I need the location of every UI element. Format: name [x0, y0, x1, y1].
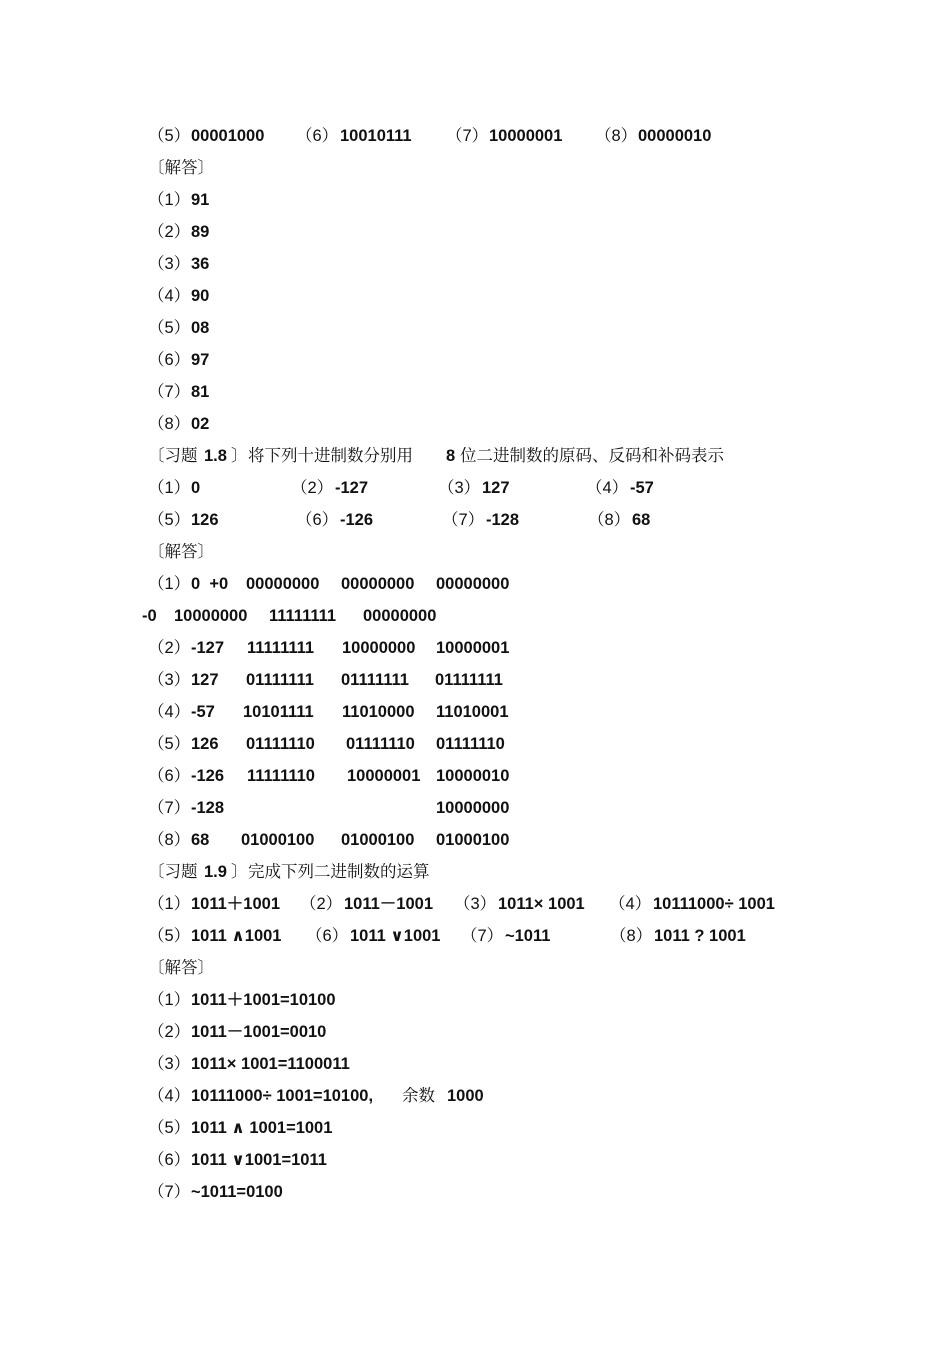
answer-number: （1）: [148, 991, 191, 1009]
item-value: -128: [486, 511, 520, 529]
row-number: （4）: [148, 703, 191, 721]
exercise-bits: 8: [446, 447, 456, 465]
row-number: （1）: [148, 575, 191, 593]
row-original-code: 11111111: [247, 639, 315, 657]
row-ones-complement: 01000100: [341, 831, 415, 849]
exercise-prefix: 〔习题: [148, 447, 198, 465]
item-value: 10000001: [489, 127, 563, 145]
exercise-heading: [148, 859, 430, 885]
item-value: 1011 ∧1001: [191, 927, 282, 945]
answer-value: 1011＋1001=10100: [191, 991, 336, 1009]
answer-line: [148, 379, 210, 405]
exercise-bracket: 〕: [231, 447, 248, 465]
exercise-prefix: 〔习题: [148, 863, 198, 881]
answer-value: 1011× 1001=1100011: [191, 1055, 350, 1073]
table-row: [148, 699, 509, 725]
item-value: ~1011: [505, 927, 551, 945]
item-value: 1011＋1001: [191, 895, 281, 913]
item-number: （2）: [300, 895, 343, 913]
item-number: （1）: [148, 895, 191, 913]
answer-value: 97: [191, 351, 210, 369]
answer-line: [148, 347, 210, 373]
row-number: （8）: [148, 831, 191, 849]
row-original-code: 10000000: [174, 607, 248, 625]
answer-number: （8）: [148, 415, 191, 433]
answer-header: [148, 955, 214, 981]
item-value: 68: [632, 511, 651, 529]
answer-value: 08: [191, 319, 210, 337]
table-row: [148, 667, 503, 693]
item-number: （6）: [296, 127, 339, 145]
row-number: （3）: [148, 671, 191, 689]
table-row: [148, 827, 510, 853]
row-twos-complement: 10000010: [436, 767, 510, 785]
exercise-bracket: 〕: [231, 863, 248, 881]
answer-line: [148, 1083, 484, 1109]
row-twos-complement: 10000000: [436, 799, 510, 817]
answer-number: （1）: [148, 191, 191, 209]
answer-value: 02: [191, 415, 210, 433]
row-twos-complement: 00000000: [363, 607, 437, 625]
table-row: [148, 635, 510, 661]
row-decimal: -127: [191, 639, 225, 657]
exercise-number: 1.9: [204, 863, 227, 881]
item-number: （3）: [454, 895, 497, 913]
item-number: （6）: [306, 927, 349, 945]
table-row: [148, 795, 510, 821]
row-original-code: 01111110: [246, 735, 315, 753]
item-number: （1）: [148, 479, 191, 497]
remainder-value: 1000: [447, 1087, 484, 1105]
row-ones-complement: 10000001: [347, 767, 421, 785]
answer-number: （5）: [148, 319, 191, 337]
row-twos-complement: 01000100: [436, 831, 510, 849]
row-decimal: 127: [191, 671, 219, 689]
answer-header-text: 〔解答〕: [148, 543, 214, 561]
exercise-items-row: [148, 891, 775, 917]
answer-number: （7）: [148, 1183, 191, 1201]
row-ones-complement: 01111111: [341, 671, 409, 689]
answer-number: （5）: [148, 1119, 191, 1137]
item-number: （4）: [586, 479, 629, 497]
table-row: [142, 603, 437, 629]
answer-header-text: 〔解答〕: [148, 959, 214, 977]
answer-header: [148, 155, 214, 181]
item-value: 1011 ? 1001: [654, 927, 746, 945]
exercise-items-row: [148, 475, 654, 501]
item-number: （5）: [148, 511, 191, 529]
row-ones-complement: 11010000: [342, 703, 415, 721]
answer-line: [148, 987, 336, 1013]
answer-line: [148, 411, 210, 437]
answer-line: [148, 1147, 327, 1173]
row-decimal: -57: [191, 703, 215, 721]
answer-number: （3）: [148, 1055, 191, 1073]
item-value: -127: [335, 479, 369, 497]
row-number: （7）: [148, 799, 191, 817]
row-decimal: -126: [191, 767, 225, 785]
row-original-code: 01111111: [246, 671, 314, 689]
answer-line: [148, 187, 210, 213]
row-decimal: -0: [142, 607, 157, 625]
answer-line: [148, 1179, 283, 1205]
item-number: （4）: [609, 895, 652, 913]
item-value: 10010111: [340, 127, 412, 145]
answer-value: 91: [191, 191, 210, 209]
answer-line: [148, 1051, 350, 1077]
exercise-items-row: [148, 123, 712, 149]
exercise-text: 位二进制数的原码、反码和补码表示: [460, 447, 724, 465]
answer-line: [148, 1115, 333, 1141]
row-decimal: 126: [191, 735, 219, 753]
row-decimal: 0 +0: [191, 575, 229, 593]
item-number: （7）: [442, 511, 485, 529]
answer-number: （2）: [148, 1023, 191, 1041]
item-value: -126: [340, 511, 374, 529]
item-value: 126: [191, 511, 219, 529]
item-number: （8）: [595, 127, 638, 145]
answer-value: ~1011=0100: [191, 1183, 283, 1201]
item-number: （2）: [291, 479, 334, 497]
answer-number: （2）: [148, 223, 191, 241]
answer-line: [148, 219, 210, 245]
exercise-number: 1.8: [204, 447, 227, 465]
answer-value: 10111000÷ 1001=10100,: [191, 1087, 374, 1105]
item-value: 00001000: [191, 127, 265, 145]
answer-number: （7）: [148, 383, 191, 401]
row-original-code: 01000100: [241, 831, 315, 849]
remainder-label: 余数: [402, 1087, 435, 1105]
item-number: （6）: [296, 511, 339, 529]
item-value: 127: [482, 479, 510, 497]
table-row: [148, 763, 510, 789]
item-value: 0: [191, 479, 201, 497]
item-number: （5）: [148, 927, 191, 945]
table-row: [148, 571, 510, 597]
answer-value: 1011－1001=0010: [191, 1023, 327, 1041]
row-number: （6）: [148, 767, 191, 785]
exercise-text: 将下列十进制数分别用: [248, 447, 413, 465]
answer-number: （4）: [148, 287, 191, 305]
table-row: [148, 731, 505, 757]
item-number: （8）: [610, 927, 653, 945]
item-number: （7）: [446, 127, 489, 145]
row-number: （5）: [148, 735, 191, 753]
exercise-heading: [148, 443, 724, 469]
item-value: 10111000÷ 1001: [653, 895, 775, 913]
exercise-text: 完成下列二进制数的运算: [248, 863, 430, 881]
answer-line: [148, 315, 210, 341]
row-twos-complement: 01111110: [436, 735, 505, 753]
answer-value: 1011 ∨1001=1011: [191, 1151, 327, 1169]
item-number: （3）: [438, 479, 481, 497]
answer-value: 1011 ∧ 1001=1001: [191, 1119, 333, 1137]
answer-value: 36: [191, 255, 210, 273]
answer-line: [148, 283, 210, 309]
answer-number: （6）: [148, 351, 191, 369]
row-ones-complement: 01111110: [346, 735, 415, 753]
row-decimal: -128: [191, 799, 225, 817]
row-ones-complement: 10000000: [342, 639, 416, 657]
answer-line: [148, 251, 210, 277]
answer-value: 89: [191, 223, 210, 241]
row-original-code: 11111110: [247, 767, 315, 785]
row-twos-complement: 10000001: [436, 639, 510, 657]
item-number: （5）: [148, 127, 191, 145]
exercise-items-row: [148, 923, 746, 949]
answer-header: [148, 539, 214, 565]
row-original-code: 10101111: [243, 703, 314, 721]
row-twos-complement: 01111111: [435, 671, 503, 689]
item-value: 00000010: [638, 127, 712, 145]
answer-value: 90: [191, 287, 210, 305]
row-ones-complement: 11111111: [269, 607, 337, 625]
row-twos-complement: 11010001: [436, 703, 509, 721]
row-ones-complement: 00000000: [341, 575, 415, 593]
item-number: （8）: [588, 511, 631, 529]
answer-number: （3）: [148, 255, 191, 273]
answer-line: [148, 1019, 327, 1045]
row-number: （2）: [148, 639, 191, 657]
row-original-code: 00000000: [246, 575, 320, 593]
item-value: 1011× 1001: [498, 895, 585, 913]
answer-value: 81: [191, 383, 210, 401]
item-value: 1011－1001: [344, 895, 434, 913]
answer-header-text: 〔解答〕: [148, 159, 214, 177]
item-number: （7）: [461, 927, 504, 945]
row-twos-complement: 00000000: [436, 575, 510, 593]
item-value: -57: [630, 479, 654, 497]
answer-number: （4）: [148, 1087, 191, 1105]
item-value: 1011 ∨1001: [350, 927, 441, 945]
answer-number: （6）: [148, 1151, 191, 1169]
exercise-items-row: [148, 507, 651, 533]
row-decimal: 68: [191, 831, 210, 849]
